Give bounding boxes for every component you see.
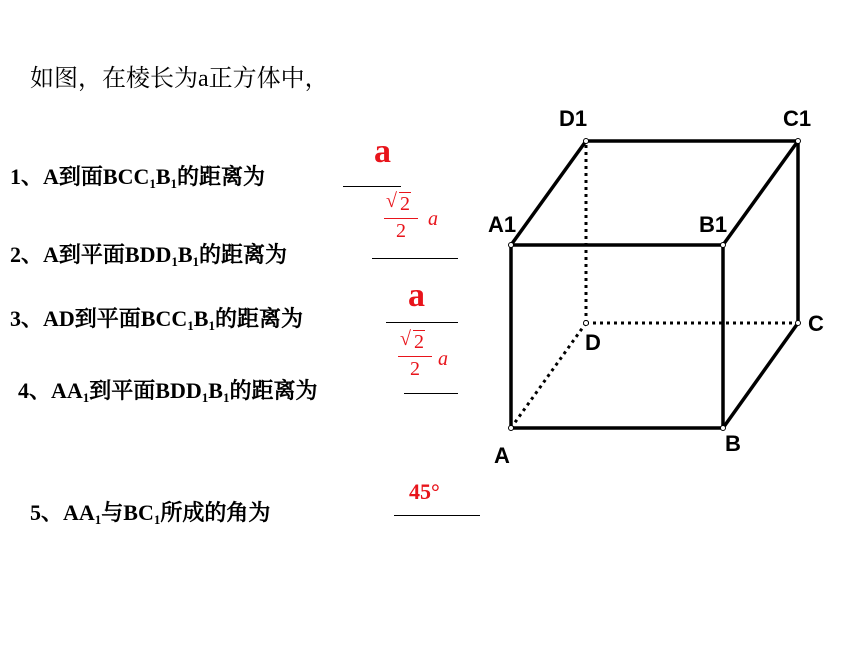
q4-text-d: 的距离为 <box>229 378 318 403</box>
vertex-A1 <box>509 243 514 248</box>
q2-text-b: B <box>177 242 193 267</box>
q2-answer-radicand: 2 <box>400 193 410 215</box>
edge-A1-D1 <box>511 141 586 245</box>
q4-text-a: AA <box>51 378 83 403</box>
q5-sub-1: 1 <box>94 512 102 527</box>
label-C: C <box>808 311 824 336</box>
q3-answer: a <box>408 277 425 314</box>
q4-text-c: B <box>208 378 223 403</box>
vertex-D <box>584 321 589 326</box>
label-A: A <box>494 443 510 468</box>
vertex-B1 <box>721 243 726 248</box>
intro-text: 如图，在棱长为a正方体中， <box>30 66 329 92</box>
q1-text-a: A到面BCC <box>43 164 150 189</box>
hidden-edge-A-D <box>511 323 586 428</box>
q1-sub-2: 1 <box>170 176 178 191</box>
q5-text-a: AA <box>63 500 95 525</box>
edge-B1-C1 <box>723 141 798 245</box>
q3-number: 3、 <box>10 306 44 331</box>
q1-text-b: B <box>155 164 171 189</box>
q2-answer-denominator: 2 <box>396 220 406 242</box>
vertex-B <box>721 426 726 431</box>
label-B1: B1 <box>699 212 728 237</box>
vertex-C <box>796 321 801 326</box>
q4-answer-variable: a <box>438 348 448 370</box>
label-A1: A1 <box>488 212 517 237</box>
q1-answer: a <box>374 133 391 170</box>
q1-number: 1、 <box>10 164 44 189</box>
q2-text-a: A到平面BDD <box>43 242 172 267</box>
q3-text-c: 的距离为 <box>214 306 303 331</box>
q3-text-b: B <box>193 306 209 331</box>
q5-text-b: 与BC <box>101 500 154 525</box>
q4-answer-denominator: 2 <box>410 358 420 380</box>
sqrt-icon: √ <box>386 190 397 212</box>
q2-number: 2、 <box>10 242 44 267</box>
q4-number: 4、 <box>18 378 52 403</box>
q5-text-c: 所成的角为 <box>160 500 271 525</box>
sqrt-icon: √ <box>400 328 411 350</box>
vertex-D1 <box>584 139 589 144</box>
label-B: B <box>725 431 741 456</box>
q4-text-b: 到平面BDD <box>89 378 202 403</box>
q4-sub-1: 1 <box>82 390 90 405</box>
q4-sub-2: 1 <box>201 390 209 405</box>
q1-sub-1: 1 <box>149 176 156 191</box>
q4-sub-3: 1 <box>222 390 230 405</box>
q3-text-a: AD到平面BCC <box>43 306 188 331</box>
edge-B-C <box>723 323 798 428</box>
q2-sub-2: 1 <box>192 254 200 269</box>
q2-text-c: 的距离为 <box>199 242 288 267</box>
q3-sub-1: 1 <box>187 318 194 333</box>
q3-sub-2: 1 <box>208 318 215 333</box>
vertex-C1 <box>796 139 801 144</box>
label-D1: D1 <box>559 106 588 131</box>
q5-sub-2: 1 <box>153 512 161 527</box>
q5-number: 5、 <box>30 500 64 525</box>
q4-answer-radicand: 2 <box>414 331 424 353</box>
q5-answer: 45° <box>409 479 440 504</box>
vertex-A <box>509 426 514 431</box>
q1-text-c: 的距离为 <box>177 164 266 189</box>
label-D: D <box>585 330 601 355</box>
q2-sub-1: 1 <box>171 254 178 269</box>
label-C1: C1 <box>783 106 812 131</box>
q2-answer-variable: a <box>428 208 438 230</box>
